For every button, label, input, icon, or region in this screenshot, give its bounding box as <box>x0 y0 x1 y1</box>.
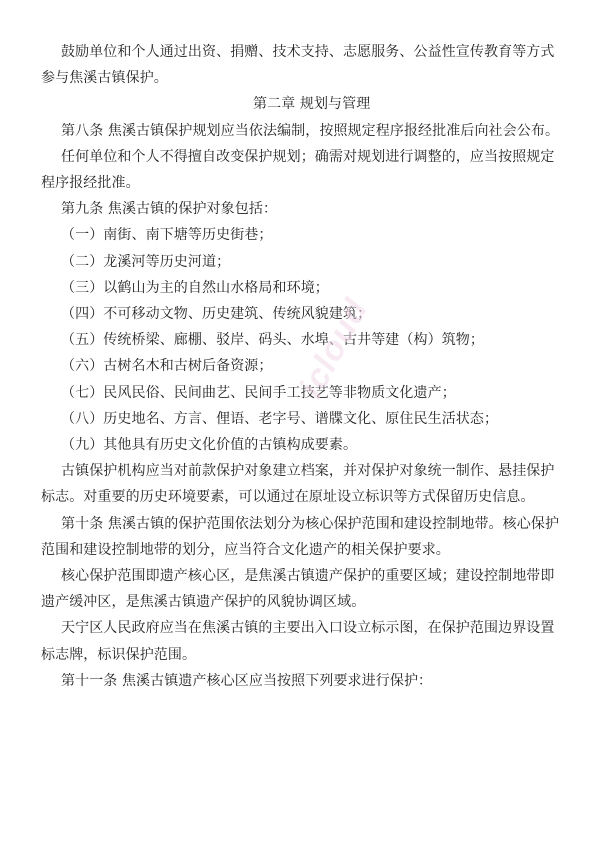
list-item: （八）历史地名、方言、俚语、老字号、谱牒文化、原住民生活状态； <box>61 410 499 427</box>
list-item: （二）龙溪河等历史河道； <box>61 253 231 270</box>
paragraph-line: 程序报经批准。 <box>41 175 140 192</box>
paragraph-line: 范围和建设控制地带的划分，应当符合文化遗产的相关保护要求。 <box>41 541 450 558</box>
paragraph-line: 核心保护范围即遗产核心区，是焦溪古镇遗产保护的重要区域；建设控制地带即 <box>61 568 555 585</box>
paragraph-line: 鼓励单位和个人通过出资、捐赠、技术支持、志愿服务、公益性宣传教育等方式 <box>61 44 555 60</box>
list-item: （三）以鹤山为主的自然山水格局和环境； <box>61 279 329 296</box>
article-line: 第九条 焦溪古镇的保护对象包括： <box>61 201 278 218</box>
watermark-logo: icloud <box>292 292 376 404</box>
list-item: （六）古树名木和古树后备资源； <box>61 358 273 375</box>
paragraph-line: 天宁区人民政府应当在焦溪古镇的主要出入口设立标示图，在保护范围边界设置 <box>61 620 555 637</box>
list-item: （七）民风民俗、民间曲艺、民间手工技艺等非物质文化遗产； <box>61 384 456 401</box>
article-line: 第八条 焦溪古镇保护规划应当依法编制，按照规定程序报经批准后向社会公布。 <box>61 122 560 139</box>
paragraph-line: 标志牌，标识保护范围。 <box>41 646 197 663</box>
paragraph-line: 任何单位和个人不得擅自改变保护规划；确需对规划进行调整的，应当按照规定 <box>61 148 555 165</box>
paragraph-line: 标志。对重要的历史环境要素，可以通过在原址设立标识等方式保留历史信息。 <box>41 489 535 506</box>
article-line: 第十条 焦溪古镇的保护范围依法划分为核心保护范围和建设控制地带。核心保护 <box>61 515 560 532</box>
chapter-heading: 第二章 规划与管理 <box>253 96 371 113</box>
paragraph-line: 遗产缓冲区，是焦溪古镇遗产保护的风貌协调区域。 <box>41 594 366 611</box>
list-item: （九）其他具有历史文化价值的古镇构成要素。 <box>61 437 358 454</box>
paragraph-line: 古镇保护机构应当对前款保护对象建立档案，并对保护对象统一制作、悬挂保护 <box>61 463 555 480</box>
paragraph-line: 参与焦溪古镇保护。 <box>41 70 168 87</box>
list-item: （五）传统桥梁、廊棚、驳岸、码头、水埠、古井等建（构）筑物； <box>61 332 484 349</box>
list-item: （一）南街、南下塘等历史街巷； <box>61 227 273 244</box>
list-item: （四）不可移动文物、历史建筑、传统风貌建筑； <box>61 306 372 323</box>
article-line: 第十一条 焦溪古镇遗产核心区应当按照下列要求进行保护： <box>61 672 433 689</box>
